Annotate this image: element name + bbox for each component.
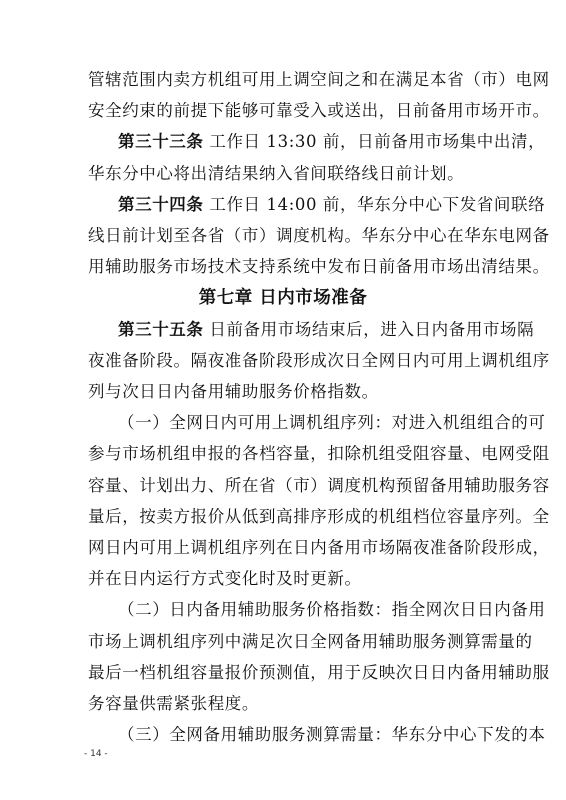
paragraph-line: 量后，按卖方报价从低到高排序形成的机组档位容量序列。全: [88, 506, 550, 526]
paragraph-line: 夜准备阶段。隔夜准备阶段形成次日全网日内可用上调机组序: [88, 350, 550, 370]
paragraph-line: 容量、计划出力、所在省（市）调度机构预留备用辅助服务容: [88, 475, 550, 495]
article-line: [118, 319, 535, 340]
paragraph-line: [88, 694, 480, 714]
page-number: - 14 -: [84, 749, 108, 760]
paragraph-line: 市场上调机组序列中满足次日全网备用辅助服务测算需量的: [88, 631, 533, 651]
paragraph-line: （二）日内备用辅助服务价格指数：指全网次日日内备用: [118, 600, 546, 620]
article-number: 第三十三条: [118, 132, 204, 152]
paragraph-line: 列与次日日内备用辅助服务价格指数。: [88, 382, 379, 401]
article-text: 工作日 13:30 前，日前备用市场集中出清，: [209, 132, 546, 152]
paragraph-line: 网日内可用上调机组序列在日内备用市场隔夜准备阶段形成，: [88, 538, 550, 557]
paragraph-line: 最后一档机组容量报价预测值，用于反映次日日内备用辅助服: [88, 662, 550, 682]
chapter-heading: 第七章 日内市场准备: [198, 288, 368, 309]
article-line: [118, 132, 546, 152]
paragraph-line: 线日前计划至各省（市）调度机构。华东分中心在华东电网备: [88, 226, 550, 245]
article-text: 工作日 14:00 前，华东分中心下发省间联络: [209, 194, 546, 214]
paragraph-line: 安全约束的前提下能够可靠受入或送出，日前备用市场开市。: [88, 101, 550, 121]
paragraph-line: 华东分中心将出清结果纳入省间联络线日前计划。: [88, 163, 465, 183]
article-text: 日前备用市场结束后，进入日内备用市场隔: [209, 319, 535, 339]
paragraph-line: 并在日内运行方式变化时及时更新。: [88, 569, 362, 589]
paragraph-text: 务容量供需紧张程度。: [88, 694, 259, 713]
paragraph-line: 用辅助服务市场技术支持系统中发布日前备用市场出清结果。: [88, 257, 550, 277]
article-number: 第三十五条: [118, 319, 204, 339]
paragraph-line: 管辖范围内卖方机组可用上调空间之和在满足本省（市）电网: [88, 70, 550, 89]
paragraph-line: 参与市场机组申报的各档容量，扣除机组受阻容量、电网受阻: [88, 444, 550, 464]
article-number: 第三十四条: [118, 194, 204, 214]
paragraph-line: （三）全网备用辅助服务测算需量：华东分中心下发的本: [118, 725, 546, 745]
article-line: [118, 194, 546, 215]
paragraph-line: （一）全网日内可用上调机组序列：对进入机组组合的可: [118, 413, 546, 433]
